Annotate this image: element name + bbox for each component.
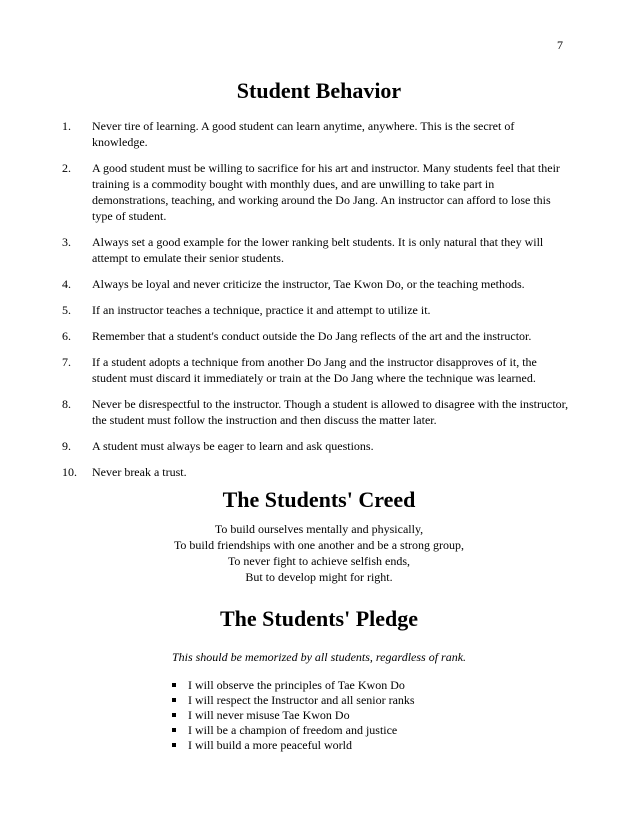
rule-number: 5. [62, 303, 71, 317]
behavior-rule [62, 328, 572, 344]
square-bullet-icon [172, 728, 176, 732]
rule-text: If a student adopts a technique from another Do Jang and the instructor disapproves of it, the student must discard it immediately or train at the Do Jang where the technique was learned. [92, 355, 537, 385]
rule-number: 7. [62, 355, 71, 369]
pledge-item [172, 738, 415, 753]
square-bullet-icon [172, 683, 176, 687]
rule-number: 6. [62, 329, 71, 343]
creed-line: To build friendships with one another and be a strong group, [173, 538, 465, 552]
pledge-item [172, 678, 415, 693]
behavior-rule [62, 354, 572, 386]
creed-text [0, 521, 638, 585]
pledge-item [172, 723, 415, 738]
pledge-item-text: I will observe the principles of Tae Kwon Do [188, 678, 405, 692]
behavior-rules-list [62, 118, 572, 480]
rule-number: 1. [62, 119, 71, 133]
behavior-rule [62, 234, 572, 266]
pledge-item [172, 708, 415, 723]
behavior-rule [62, 118, 572, 150]
rule-text: Never tire of learning. A good student can learn anytime, anywhere. This is the secret of knowledge. [92, 119, 515, 149]
square-bullet-icon [172, 743, 176, 747]
behavior-rule [62, 396, 572, 428]
behavior-rule [62, 276, 572, 292]
rule-number: 10. [62, 465, 77, 479]
rule-number: 8. [62, 397, 71, 411]
creed-line: To build ourselves mentally and physically, [214, 522, 424, 536]
rule-text: Always be loyal and never criticize the instructor, Tae Kwon Do, or the teaching methods. [92, 277, 525, 291]
rule-text: A student must always be eager to learn and ask questions. [92, 439, 374, 453]
behavior-rule [62, 160, 572, 224]
student-behavior-title: Student Behavior [236, 78, 402, 103]
pledge-note: This should be memorized by all students, regardless of rank. [171, 650, 467, 664]
pledge-item [172, 693, 415, 708]
rule-text: Remember that a student's conduct outside the Do Jang reflects of the art and the instructor. [92, 329, 532, 343]
rule-text: If an instructor teaches a technique, practice it and attempt to utilize it. [92, 303, 431, 317]
square-bullet-icon [172, 698, 176, 702]
pledge-item-text: I will be a champion of freedom and justice [188, 723, 398, 737]
students-creed-title: The Students' Creed [222, 487, 416, 512]
students-pledge-title: The Students' Pledge [219, 606, 419, 631]
rule-text: Never be disrespectful to the instructor. Though a student is allowed to disagree with the instructor, the student must follow the instruction and then discuss the matter later. [92, 397, 569, 427]
behavior-rule [62, 302, 572, 318]
rule-text: A good student must be willing to sacrifice for his art and instructor. Many students feel that their training is a commodity bought with monthly dues, and are unwilling to take part in demonstrations, teaching, and working around the Do Jang. An instructor can afford to lose this type of student. [92, 161, 560, 223]
rule-number: 4. [62, 277, 71, 291]
behavior-rule [62, 464, 572, 480]
pledge-item-text: I will respect the Instructor and all senior ranks [188, 693, 415, 707]
rule-text: Never break a trust. [92, 465, 187, 479]
pledge-item-text: I will never misuse Tae Kwon Do [188, 708, 350, 722]
rule-number: 2. [62, 161, 71, 175]
behavior-rule [62, 438, 572, 454]
square-bullet-icon [172, 713, 176, 717]
rule-number: 3. [62, 235, 71, 249]
creed-line: To never fight to achieve selfish ends, [227, 554, 411, 568]
rule-number: 9. [62, 439, 71, 453]
page-number: 7 [557, 38, 563, 52]
rule-text: Always set a good example for the lower ranking belt students. It is only natural that they will attempt to emulate their senior students. [92, 235, 544, 265]
pledge-item-text: I will build a more peaceful world [188, 738, 352, 752]
creed-line: But to develop might for right. [245, 570, 393, 584]
pledge-list [172, 678, 415, 753]
